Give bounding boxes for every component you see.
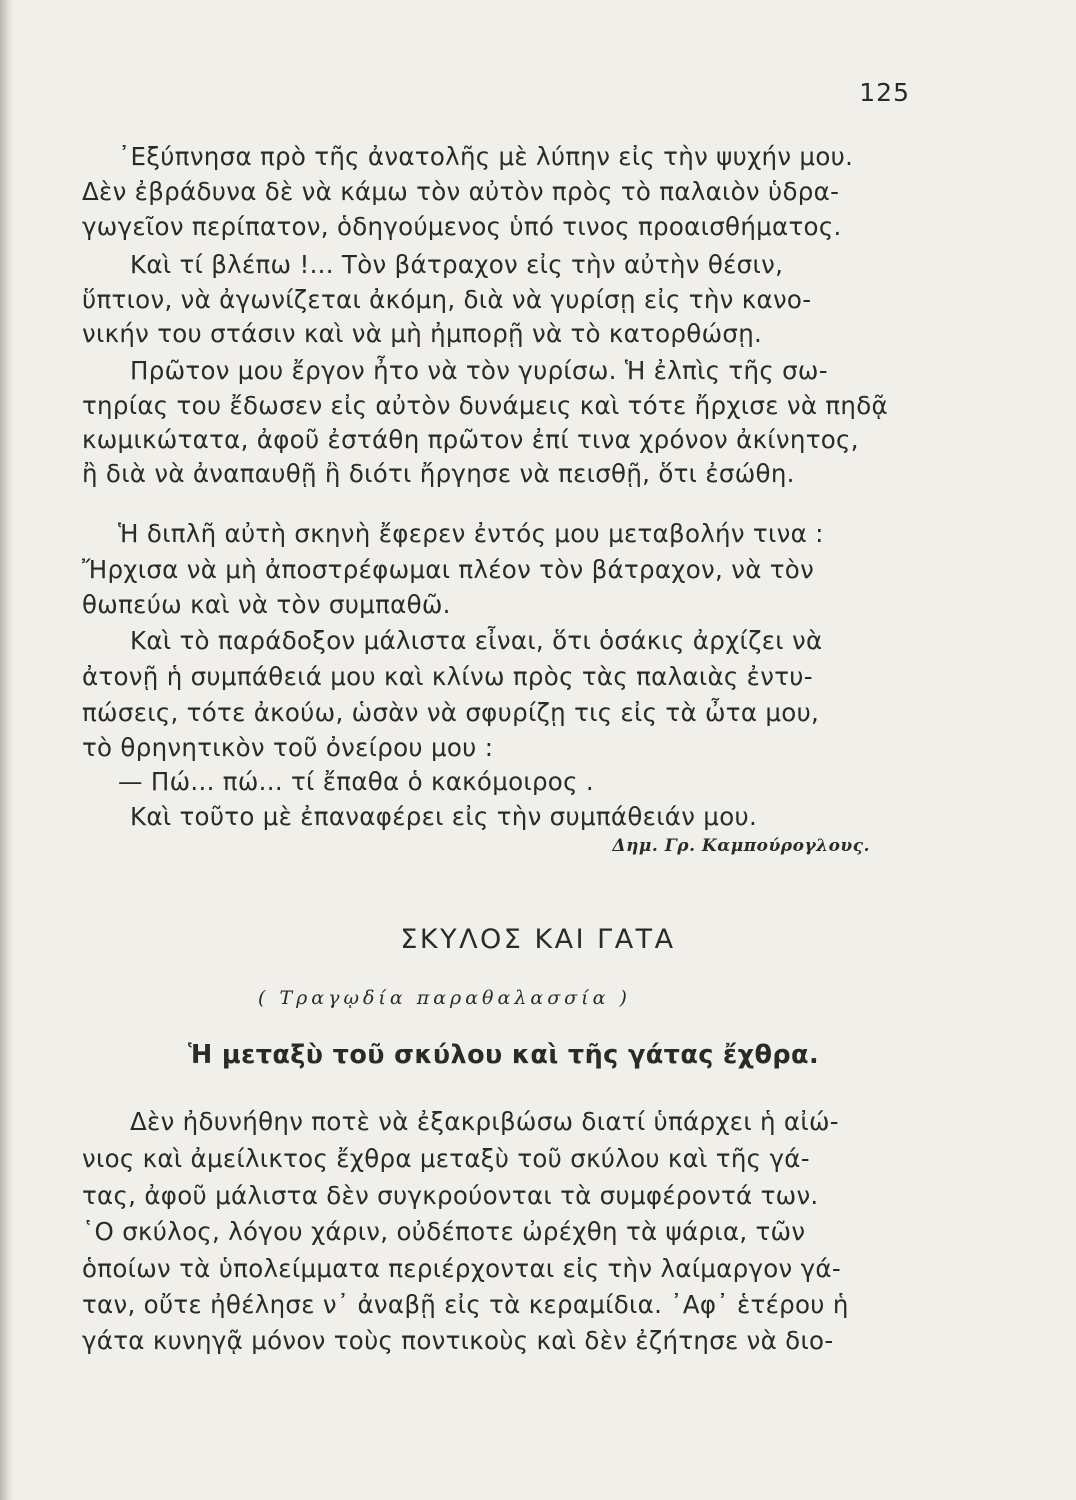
paragraph-line: ᾿Εξύπνησα πρὸ τῆς ἀνατολῆς μὲ λύπην εἰς τὴν ψυχήν μου. xyxy=(118,142,854,171)
paragraph-line: γωγεῖον περίπατον, ὁδηγούμενος ὑπό τινος προαισθήματος. xyxy=(82,212,842,241)
page-number: 125 xyxy=(859,78,910,107)
paragraph-line: — Πώ... πώ... τί ἔπαθα ὁ κακόμοιρος . xyxy=(118,767,594,796)
paragraph-line: ῾Ο σκύλος, λόγου χάριν, οὐδέποτε ὠρέχθη τὰ ψάρια, τῶν xyxy=(82,1217,806,1246)
paragraph-line: Καὶ τί βλέπω !... Τὸν βάτραχον εἰς τὴν αὐτὴν θέσιν, xyxy=(130,250,784,279)
paragraph-line: πώσεις, τότε ἀκούω, ὡσὰν νὰ σφυρίζῃ τις εἰς τὰ ὦτα μου, xyxy=(82,698,820,727)
story-heading: Ἡ μεταξὺ τοῦ σκύλου καὶ τῆς γάτας ἔχθρα. xyxy=(188,1040,820,1070)
paragraph-line: τηρίας του ἔδωσεν εἰς αὐτὸν δυνάμεις καὶ τότε ἤρχισε νὰ πηδᾷ xyxy=(82,391,888,420)
story-subtitle: ( Τραγῳδία παραθαλασσία ) xyxy=(258,987,631,1009)
paragraph-line: ταν, οὔτε ἠθέλησε ν᾿ ἀναβῇ εἰς τὰ κεραμίδια. ᾿Αφ᾿ ἑτέρου ἡ xyxy=(82,1290,849,1319)
paragraph-line: ἀτονῇ ἡ συμπάθειά μου καὶ κλίνω πρὸς τὰς παλαιὰς ἐντυ- xyxy=(82,662,813,691)
paragraph-line: τὸ θρηνητικὸν τοῦ ὀνείρου μου : xyxy=(82,733,494,762)
paragraph-line: Καὶ τοῦτο μὲ ἐπαναφέρει εἰς τὴν συμπάθειάν μου. xyxy=(130,802,758,831)
paragraph-line: τας, ἀφοῦ μάλιστα δὲν συγκρούονται τὰ συμφέροντά των. xyxy=(82,1181,819,1210)
paragraph-line: Δὲν ἐβράδυνα δὲ νὰ κάμω τὸν αὐτὸν πρὸς τὸ παλαιὸν ὑδρα- xyxy=(82,177,840,206)
paragraph-line: ὁποίων τὰ ὑπολείμματα περιέρχονται εἰς τὴν λαίμαργον γά- xyxy=(82,1254,842,1283)
paragraph-line: Ἡ διπλῆ αὐτὴ σκηνὴ ἔφερεν ἐντός μου μεταβολήν τινα : xyxy=(118,519,824,548)
story-title: ΣΚΥΛΟΣ ΚΑΙ ΓΑΤΑ xyxy=(400,924,676,955)
paragraph-line: γάτα κυνηγᾷ μόνον τοὺς ποντικοὺς καὶ δὲν ἐζήτησε νὰ διο- xyxy=(82,1326,834,1355)
paragraph-line: νιος καὶ ἀμείλικτος ἔχθρα μεταξὺ τοῦ σκύλου καὶ τῆς γά- xyxy=(82,1144,810,1173)
author-signature: Δημ. Γρ. Καμπούρογλους. xyxy=(612,836,870,856)
paragraph-line: ὕπτιον, νὰ ἀγωνίζεται ἀκόμη, διὰ νὰ γυρίσῃ εἰς τὴν κανο- xyxy=(82,285,812,314)
paragraph-line: θωπεύω καὶ νὰ τὸν συμπαθῶ. xyxy=(82,590,451,619)
paragraph-line: κωμικώτατα, ἀφοῦ ἐστάθη πρῶτον ἐπί τινα χρόνον ἀκίνητος, xyxy=(82,425,859,454)
paragraph-line: Δὲν ἠδυνήθην ποτὲ νὰ ἐξακριβώσω διατί ὑπάρχει ἡ αἰώ- xyxy=(130,1107,839,1136)
page-edge-shadow xyxy=(0,0,14,1500)
paragraph-line: Ἤρχισα νὰ μὴ ἀποστρέφωμαι πλέον τὸν βάτραχον, νὰ τὸν xyxy=(82,555,815,584)
paragraph-line: ἢ διὰ νὰ ἀναπαυθῇ ἢ διότι ἤργησε νὰ πεισθῇ, ὅτι ἐσώθη. xyxy=(82,459,795,488)
paragraph-line: Καὶ τὸ παράδοξον μάλιστα εἶναι, ὅτι ὁσάκις ἀρχίζει νὰ xyxy=(130,626,823,655)
paragraph-line: νικήν του στάσιν καὶ νὰ μὴ ἠμπορῇ νὰ τὸ κατορθώσῃ. xyxy=(82,319,763,348)
paragraph-line: Πρῶτον μου ἔργον ἦτο νὰ τὸν γυρίσω. Ἡ ἐλπὶς τῆς σω- xyxy=(130,356,828,385)
